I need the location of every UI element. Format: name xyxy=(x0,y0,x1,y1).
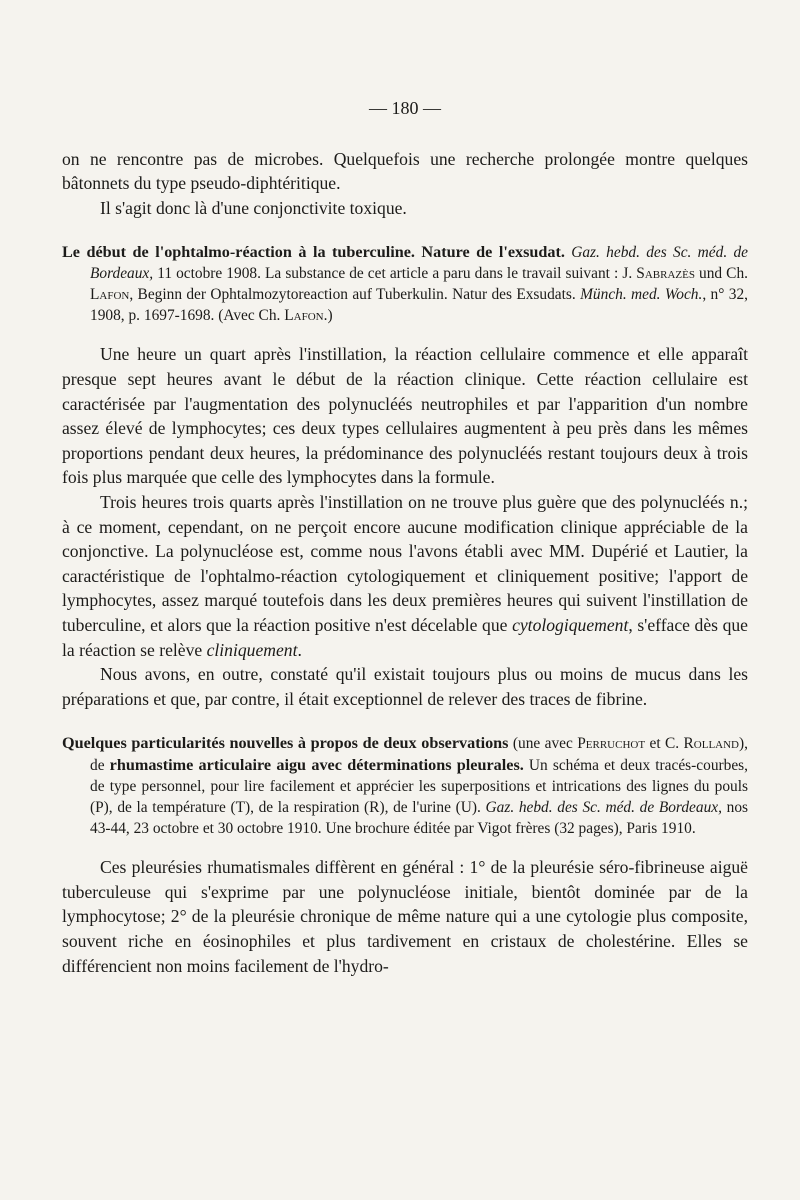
paragraph-3 xyxy=(62,490,748,662)
reference-2-journal: Gaz. hebd. des Sc. méd. de Bordeaux, xyxy=(485,798,722,816)
reference-1-journal-2: Münch. med. Woch. xyxy=(580,285,703,303)
paragraph-1-text: on ne rencontre pas de microbes. Quelquefois une recherche prolongée montre quelques bâtonnets du type pseudo-diphtéritique. xyxy=(62,149,748,194)
reference-1-date: 11 octobre 1908. xyxy=(157,265,261,283)
reference-2-title: Quelques particularités nouvelles à propos de deux observations xyxy=(62,734,509,753)
page-number: — 180 — xyxy=(369,98,441,118)
paragraph-3-italic-2: cliniquement xyxy=(206,639,298,660)
paragraph-3-text-1: Trois heures trois quarts après l'instillation on ne trouve plus guère que des polynucléés n.; à ce moment, cependant, on ne perçoit encore aucune modification clinique appréciable de la conjonctive. La polynucléose est, comme nous l'avons établi avec MM. Dupérié et Lautier, la caractéristique de l'ophtalmo-réaction cytologiquement et cliniquement positive; l'apport de lymphocytes, assez marqué toutefois dans les deux premières heures qui suivent l'instillation de tuberculine, et alors que la réaction positive n'est décelable que xyxy=(62,491,748,635)
paragraph-4: Nous avons, en outre, constaté qu'il existait toujours plus ou moins de mucus dans les préparations et que, par contre, il était exceptionnel de relever des traces de fibrine. xyxy=(62,664,748,709)
reference-2-author-2: Rolland xyxy=(683,735,739,753)
reference-2-text-2: et C. xyxy=(649,735,680,753)
reference-1-text-3: , Beginn der Ophtalmozytoreaction auf Tuberkulin. Natur des Exsudats. xyxy=(129,285,576,303)
reference-2-text-3: ), de xyxy=(90,735,748,775)
reference-2-text-1: (une avec xyxy=(512,735,573,753)
reference-1 xyxy=(62,242,748,326)
reference-1-author-2: Lafon xyxy=(90,285,130,303)
reference-2 xyxy=(62,733,748,839)
reference-1-journal: Gaz. hebd. des Sc. méd. de Bordeaux, xyxy=(90,244,748,283)
reference-1-text-4: , n° 32, 1908, p. 1697-1698. (Avec Ch. xyxy=(90,285,748,324)
reference-2-subject: rhumastime articulaire aigu avec déterminations pleurales. xyxy=(109,756,524,775)
reference-1-title: Le début de l'ophtalmo-réaction à la tuberculine. Nature de l'exsudat. xyxy=(62,243,565,262)
reference-2-text-5: nos 43-44, 23 octobre et 30 octobre 1910. Une brochure éditée par Vigot frères (32 pages), Paris 1910. xyxy=(90,798,749,837)
reference-1-text-1: La substance de cet article a paru dans le travail suivant : J. xyxy=(265,265,633,283)
paragraph-3-italic-1: cytologiquement xyxy=(512,614,629,635)
reference-1-author-1: Sabrazès xyxy=(636,265,695,283)
paragraph-5: Ces pleurésies rhumatismales diffèrent en général : 1° de la pleurésie séro-fibrineuse aiguë tuberculeuse qui s'exprime par une polynucléose initiale, bientôt dominée par de la lymphocytose; 2° de la pleurésie chronique de même nature qui a une cytologie plus composite, souvent riche en éosinophiles et plus tardivement en cristaux de cholestérine. Elles se différencient non moins facilement de l'hydro- xyxy=(62,857,748,976)
reference-1-author-3: Lafon xyxy=(284,306,324,324)
reference-2-author-1: Perruchot xyxy=(577,735,646,753)
paragraph-3-text-2: , s'efface dès que la réaction se relève xyxy=(62,614,748,660)
reference-2-text-4: Un schéma et deux tracés-courbes, de type personnel, pour lire facilement et apprécier les superpositions et intrications des lignes du pouls (P), de la température (T), de la respiration (R), de l'urine (U). xyxy=(90,757,749,816)
paragraph-1-conclusion: Il s'agit donc là d'une conjonctivite toxique. xyxy=(100,197,407,218)
reference-1-text-2: und Ch. xyxy=(699,265,748,283)
paragraph-3-text-3: . xyxy=(297,639,302,660)
reference-1-text-5: .) xyxy=(323,306,333,324)
paragraph-2: Une heure un quart après l'instillation, la réaction cellulaire commence et elle apparaît presque sept heures avant le début de la réaction clinique. Cette réaction cellulaire est caractérisée par l'augmentation des polynucléés neutrophiles et par l'apparition d'un nombre assez élevé de lymphocytes; ces deux types cellulaires augmentent à peu près dans les mêmes proportions pendant deux heures, la prédominance des polynucléés restant toujours deux à trois fois plus marquée que celle des lymphocytes dans la formule. xyxy=(62,344,748,488)
